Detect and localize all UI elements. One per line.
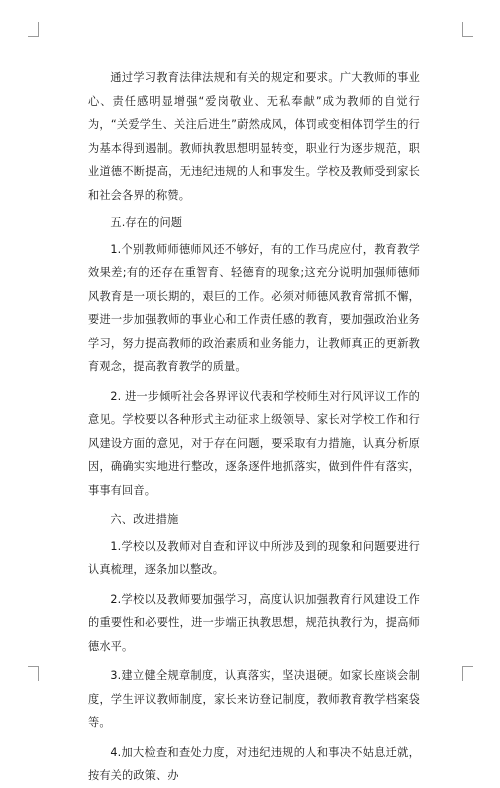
paragraph-problem-2: 2. 进一步倾听社会各界评议代表和学校师生对行风评议工作的意见。学校要以各种形式主动征求上级领导、家长对学校工作和行风建设方面的意见，对于存在问题，要采取有力措施，认真分析原因，确确实实地进行整改，逐条逐件地抓落实，做到件件有落实，事事有回音。 [88,389,420,497]
section-heading-measures: 六、改进措施 [110,513,179,526]
crop-mark-bottom-left [28,666,39,681]
paragraph-measure-2: 2.学校以及教师要加强学习，高度认识加强教育行风建设工作的重要性和必要性，进一步端正执教思想，规范执教行为，提高师德水平。 [88,592,420,653]
paragraph-intro: 通过学习教育法律法规和有关的规定和要求。广大教师的事业心、责任感明显增强“爱岗敬业、无私奉献”成为教师的自觉行为，“关爱学生、关注后进生”蔚然成风，体罚或变相体罚学生的行为基本得到遏制。教师执教思想明显转变，职业行为逐步规范，职业道德不断提高，无违纪违规的人和事发生。学校及教师受到家长和社会各界的称赞。 [88,71,420,202]
crop-mark-top-left [28,22,39,37]
document-body [88,66,420,788]
paragraph-measure-1: 1.学校以及教师对自查和评议中所涉及到的现象和问题要进行认真梳理，逐条加以整改。 [88,539,420,576]
crop-mark-bottom-right [462,666,473,681]
paragraph-measure-4: 4.加大检查和查处力度，对违纪违规的人和事决不姑息迁就，按有关的政策、办 [88,745,420,782]
paragraph-measure-3: 3.建立健全规章制度，认真落实，坚决退硬。如家长座谈会制度，学生评议教师制度，家长来访登记制度，教师教育教学档案袋等。 [88,669,420,729]
crop-mark-top-right [462,22,473,37]
paragraph-problem-1: 1.个别教师师德师风还不够好，有的工作马虎应付，教育教学效果差;有的还存在重智育、轻德育的现象;这充分说明加强师德师风教育是一项长期的，艰巨的工作。必须对师德风教育常抓不懈，要进一步加强教师的事业心和工作责任感的教育，要加强政治业务学习，努力提高教师的政治素质和业务能力，让教师真正的更新教育观念，提高教育教学的质量。 [88,242,420,373]
section-heading-problems: 五.存在的问题 [110,216,183,229]
